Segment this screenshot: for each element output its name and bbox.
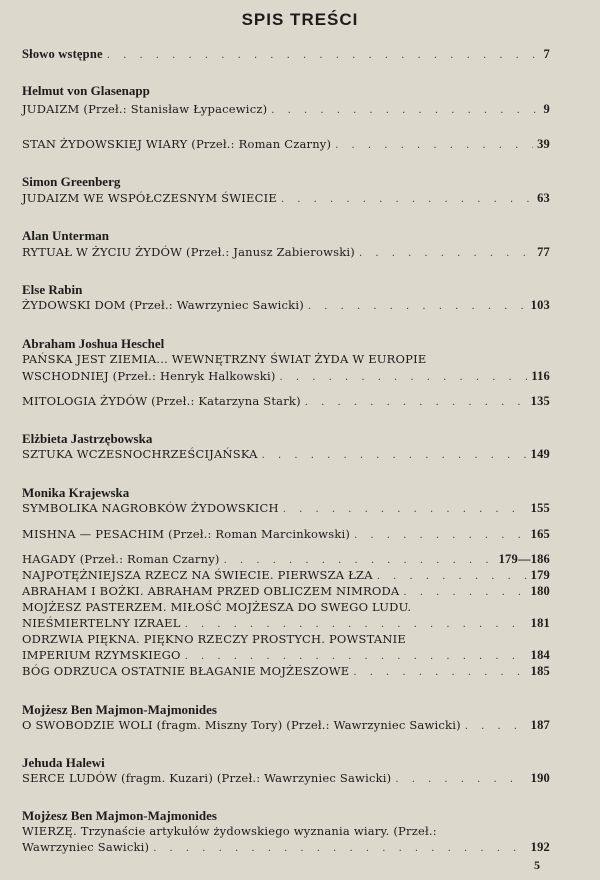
leader-dots bbox=[395, 774, 526, 785]
toc-entry-title: SYMBOLIKA NAGROBKÓW ŻYDOWSKICH bbox=[22, 501, 279, 515]
leader-dots bbox=[185, 651, 527, 662]
toc-entry-title: RYTUAŁ W ŻYCIU ŻYDÓW (Przeł.: Janusz Zabierowski) bbox=[22, 245, 355, 259]
toc-author: Mojżesz Ben Majmon-Majmonides bbox=[22, 702, 217, 717]
toc-entry-title: SERCE LUDÓW (fragm. Kuzari) (Przeł.: Wawrzyniec Sawicki) bbox=[22, 771, 392, 785]
toc-entry-title: ABRAHAM I BOŻKI. ABRAHAM PRZED OBLICZEM NIMRODA bbox=[22, 584, 400, 598]
toc-entry bbox=[22, 47, 550, 62]
toc-author: Abraham Joshua Heschel bbox=[22, 336, 165, 351]
toc-entry-page: 149 bbox=[530, 447, 550, 461]
toc-entry-page: 155 bbox=[530, 501, 550, 515]
leader-dots bbox=[305, 397, 527, 408]
toc-entry-page: 135 bbox=[530, 394, 550, 408]
leader-dots bbox=[153, 843, 526, 854]
toc-entry-page: 63 bbox=[537, 191, 550, 205]
toc-entry-page: 181 bbox=[530, 616, 550, 630]
toc-entry-title: MITOLOGIA ŻYDÓW (Przeł.: Katarzyna Stark) bbox=[22, 394, 301, 408]
leader-dots bbox=[283, 504, 527, 515]
toc-entry-title: NAJPOTĘŻNIEJSZA RZECZ NA ŚWIECIE. PIERWSZA ŁZA bbox=[22, 568, 373, 582]
toc-entry-page: 103 bbox=[530, 298, 550, 312]
toc-entry-page: 180 bbox=[530, 584, 550, 598]
toc-entry bbox=[22, 584, 550, 599]
leader-dots bbox=[308, 301, 527, 312]
leader-dots bbox=[335, 140, 533, 151]
toc-entry-page: 77 bbox=[537, 245, 550, 259]
toc-entry-title: SZTUKA WCZESNOCHRZEŚCIJAŃSKA bbox=[22, 447, 258, 461]
toc-entry-title: ŻYDOWSKI DOM (Przeł.: Wawrzyniec Sawicki) bbox=[22, 298, 304, 312]
toc-entry bbox=[22, 552, 550, 567]
toc-author: Mojżesz Ben Majmon-Majmonides bbox=[22, 808, 217, 823]
toc-entry bbox=[22, 527, 550, 542]
toc-author: Else Rabin bbox=[22, 282, 83, 297]
leader-dots bbox=[465, 721, 527, 732]
toc-entry-title: IMPERIUM RZYMSKIEGO bbox=[22, 648, 181, 662]
toc-entry-page: 184 bbox=[530, 648, 550, 662]
toc-entry-title: STAN ŻYDOWSKIEJ WIARY (Przeł.: Roman Czarny) bbox=[22, 137, 332, 151]
leader-dots bbox=[281, 194, 533, 205]
toc-entry bbox=[22, 840, 550, 855]
toc-entry-title: NIEŚMIERTELNY IZRAEL bbox=[22, 616, 181, 630]
toc-entry-title: WSCHODNIEJ (Przeł.: Henryk Halkowski) bbox=[22, 369, 276, 383]
leader-dots bbox=[185, 619, 527, 630]
toc-entry-title: JUDAIZM (Przeł.: Stanisław Łypacewicz) bbox=[22, 102, 268, 116]
toc-entry-title: BÓG ODRZUCA OSTATNIE BŁAGANIE MOJŻESZOWE bbox=[22, 664, 350, 678]
toc-entry-title: MISHNA — PESACHIM (Przeł.: Roman Marcinkowski) bbox=[22, 527, 351, 541]
toc-entry bbox=[22, 191, 550, 206]
toc-entry bbox=[22, 501, 550, 516]
leader-dots bbox=[271, 105, 539, 116]
toc-entry bbox=[22, 718, 550, 733]
toc-entry-page: 39 bbox=[537, 137, 550, 151]
leader-dots bbox=[280, 372, 528, 383]
toc-entry-page: 192 bbox=[530, 840, 550, 854]
toc-entry bbox=[22, 616, 550, 631]
toc-entry bbox=[22, 771, 550, 786]
toc-entry-title: O SWOBODZIE WOLI (fragm. Miszny Tory) (Przeł.: Wawrzyniec Sawicki) bbox=[22, 718, 461, 732]
leader-dots bbox=[354, 530, 527, 541]
leader-dots bbox=[403, 587, 526, 598]
toc-author: Alan Unterman bbox=[22, 228, 110, 243]
toc-entry bbox=[22, 369, 550, 384]
leader-dots bbox=[359, 248, 533, 259]
toc-entry bbox=[22, 664, 550, 679]
toc-entry-page: 7 bbox=[543, 47, 550, 61]
leader-dots bbox=[107, 50, 540, 61]
toc-entry-page: 9 bbox=[543, 102, 550, 116]
toc-entry-title: Wawrzyniec Sawicki) bbox=[22, 840, 150, 854]
toc-entry-page: 185 bbox=[530, 664, 550, 678]
toc-entry bbox=[22, 394, 550, 409]
page-number: 5 bbox=[534, 858, 540, 872]
toc-entry bbox=[22, 245, 550, 260]
toc-author: Monika Krajewska bbox=[22, 485, 130, 500]
toc-author: Helmut von Glasenapp bbox=[22, 83, 150, 98]
toc-entry-line: PAŃSKA JEST ZIEMIA... WEWNĘTRZNY ŚWIAT ŻYDA W EUROPIE bbox=[22, 352, 427, 366]
leader-dots bbox=[224, 555, 495, 566]
toc-entry bbox=[22, 447, 550, 462]
toc-entry-line: ODRZWIA PIĘKNA. PIĘKNO RZECZY PROSTYCH. POWSTANIE bbox=[22, 632, 406, 646]
toc-entry bbox=[22, 102, 550, 117]
toc-entry bbox=[22, 568, 550, 583]
toc-entry-title: HAGADY (Przeł.: Roman Czarny) bbox=[22, 552, 220, 566]
toc-entry-page: 187 bbox=[530, 718, 550, 732]
leader-dots bbox=[262, 450, 527, 461]
toc-entry-page: 190 bbox=[530, 771, 550, 785]
leader-dots bbox=[353, 667, 526, 678]
toc-entry-page: 116 bbox=[531, 369, 550, 383]
toc-entry bbox=[22, 137, 550, 152]
leader-dots bbox=[377, 571, 527, 582]
toc-author: Elżbieta Jastrzębowska bbox=[22, 431, 153, 446]
page-title: SPIS TREŚCI bbox=[241, 10, 359, 29]
toc-entry-page: 179—186 bbox=[498, 552, 550, 566]
toc-entry bbox=[22, 298, 550, 313]
toc-entry-page: 179 bbox=[530, 568, 550, 582]
toc-entry bbox=[22, 648, 550, 663]
toc-author: Simon Greenberg bbox=[22, 174, 121, 189]
toc-entry-line: WIERZĘ. Trzynaście artykułów żydowskiego wyznania wiary. (Przeł.: bbox=[22, 824, 437, 838]
toc-author: Jehuda Halewi bbox=[22, 755, 105, 770]
toc-entry-line: MOJŻESZ PASTERZEM. MIŁOŚĆ MOJŻESZA DO SWEGO LUDU. bbox=[22, 600, 412, 614]
toc-entry-title: JUDAIZM WE WSPÓŁCZESNYM ŚWIECIE bbox=[22, 191, 277, 205]
toc-entry-title: Słowo wstępne bbox=[22, 47, 103, 61]
toc-entry-page: 165 bbox=[530, 527, 550, 541]
